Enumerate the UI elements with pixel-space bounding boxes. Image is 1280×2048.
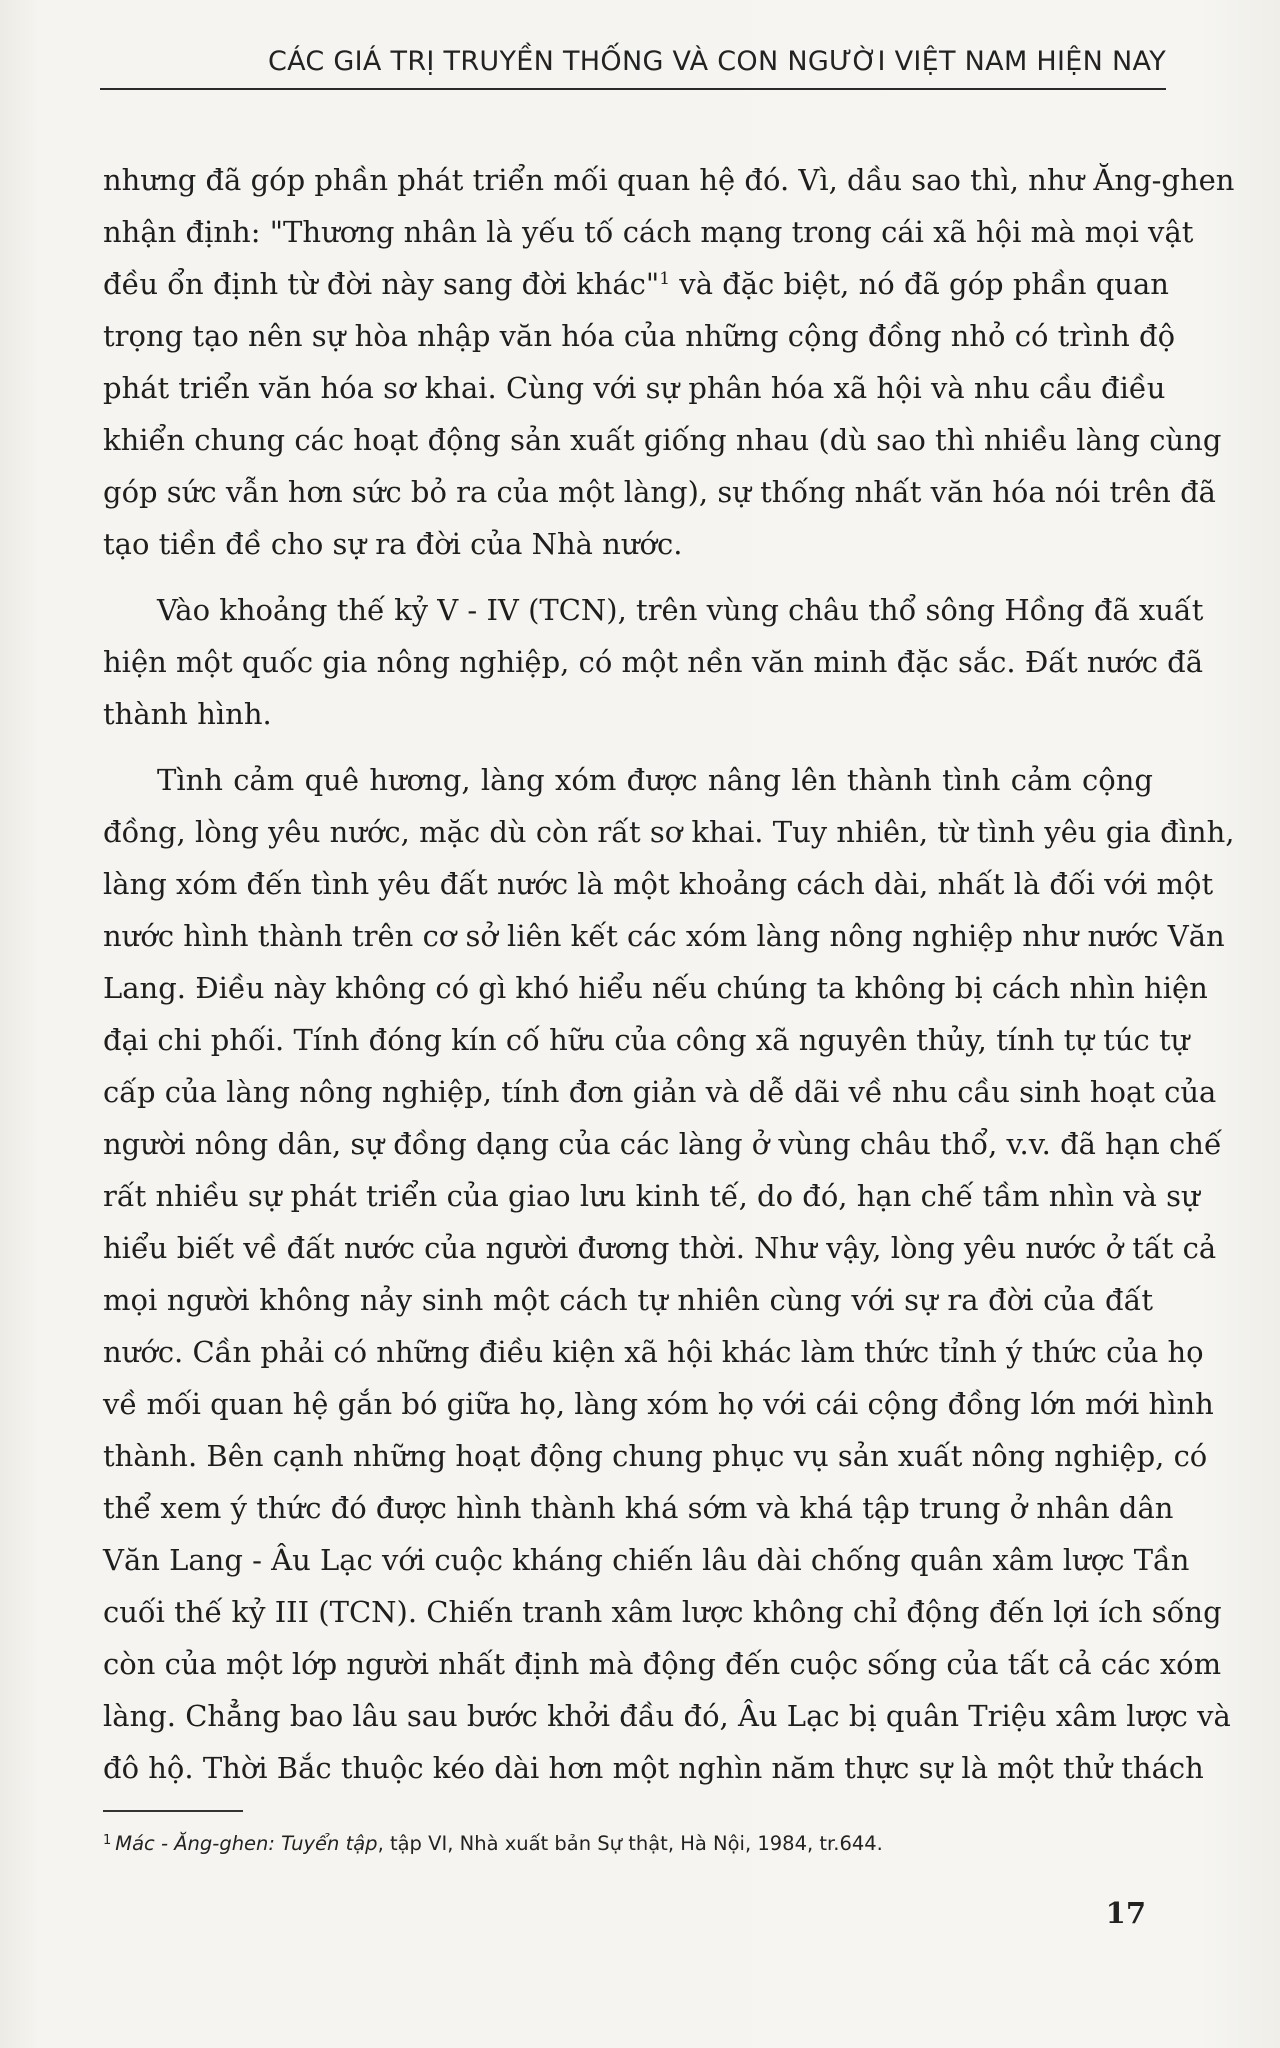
- text-line: còn của một lớp người nhất định mà động đến cuộc sống của tất cả các xóm: [103, 1647, 1222, 1681]
- text-line: nước hình thành trên cơ sở liên kết các xóm làng nông nghiệp như nước Văn: [103, 919, 1225, 953]
- text-line: nhưng đã góp phần phát triển mối quan hệ đó. Vì, dầu sao thì, như Ăng-ghen: [103, 163, 1235, 197]
- footnote: [103, 1826, 1163, 1859]
- footnote-reference: 1: [659, 269, 671, 289]
- text-line: nhận định: "Thương nhân là yếu tố cách mạng trong cái xã hội mà mọi vật: [103, 215, 1194, 249]
- text-line: làng xóm đến tình yêu đất nước là một khoảng cách dài, nhất là đối với một: [103, 867, 1214, 901]
- text-line: Vào khoảng thế kỷ V - IV (TCN), trên vùng châu thổ sông Hồng đã xuất: [157, 593, 1204, 627]
- text-fragment: đều ổn định từ đời này sang đời khác": [103, 267, 660, 301]
- text-line: cấp của làng nông nghiệp, tính đơn giản và dễ dãi về nhu cầu sinh hoạt của: [103, 1075, 1217, 1109]
- paragraph-gap: [103, 570, 1153, 584]
- text-line: phát triển văn hóa sơ khai. Cùng với sự phân hóa xã hội và nhu cầu điều: [103, 371, 1166, 405]
- text-line: Lang. Điều này không có gì khó hiểu nếu chúng ta không bị cách nhìn hiện: [103, 971, 1208, 1005]
- text-line: đô hộ. Thời Bắc thuộc kéo dài hơn một nghìn năm thực sự là một thử thách: [103, 1751, 1204, 1785]
- text-line: khiển chung các hoạt động sản xuất giống nhau (dù sao thì nhiều làng cùng: [103, 423, 1222, 457]
- text-line: về mối quan hệ gắn bó giữa họ, làng xóm họ với cái cộng đồng lớn mới hình: [103, 1387, 1214, 1421]
- footnote-source-title: Mác - Ăng-ghen: Tuyển tập: [115, 1832, 378, 1855]
- running-header: [100, 44, 1166, 90]
- text-line-with-footnote-ref: [103, 258, 1169, 310]
- text-line: góp sức vẫn hơn sức bỏ ra của một làng), sự thống nhất văn hóa nói trên đã: [103, 475, 1216, 509]
- text-line: đại chi phối. Tính đóng kín cố hữu của công xã nguyên thủy, tính tự túc tự: [103, 1023, 1190, 1057]
- text-line: hiểu biết về đất nước của người đương thời. Như vậy, lòng yêu nước ở tất cả: [103, 1231, 1217, 1265]
- text-line: rất nhiều sự phát triển của giao lưu kinh tế, do đó, hạn chế tầm nhìn và sự: [103, 1179, 1200, 1213]
- header-rule: [100, 88, 1166, 90]
- text-line: làng. Chẳng bao lâu sau bước khởi đầu đó, Âu Lạc bị quân Triệu xâm lược và: [103, 1699, 1231, 1733]
- text-line: trọng tạo nên sự hòa nhập văn hóa của những cộng đồng nhỏ có trình độ: [103, 319, 1176, 353]
- text-line: người nông dân, sự đồng dạng của các làng ở vùng châu thổ, v.v. đã hạn chế: [103, 1127, 1222, 1161]
- text-line: mọi người không nảy sinh một cách tự nhiên cùng với sự ra đời của đất: [103, 1283, 1153, 1317]
- text-line: đồng, lòng yêu nước, mặc dù còn rất sơ khai. Tuy nhiên, từ tình yêu gia đình,: [103, 815, 1235, 849]
- text-line: Văn Lang - Âu Lạc với cuộc kháng chiến lâu dài chống quân xâm lược Tần: [103, 1543, 1190, 1577]
- text-line: Tình cảm quê hương, làng xóm được nâng lên thành tình cảm cộng: [157, 763, 1153, 797]
- text-line: cuối thế kỷ III (TCN). Chiến tranh xâm lược không chỉ động đến lợi ích sống: [103, 1595, 1222, 1629]
- text-line: thành. Bên cạnh những hoạt động chung phục vụ sản xuất nông nghiệp, có: [103, 1439, 1208, 1473]
- text-line: nước. Cần phải có những điều kiện xã hội khác làm thức tỉnh ý thức của họ: [103, 1335, 1204, 1369]
- body-text: [103, 154, 1235, 1794]
- page-number: 17: [1105, 1896, 1146, 1930]
- running-header-title: CÁC GIÁ TRỊ TRUYỀN THỐNG VÀ CON NGƯỜI VIỆT NAM HIỆN NAY: [267, 46, 1166, 77]
- footnote-source-details: , tập VI, Nhà xuất bản Sự thật, Hà Nội, 1984, tr.644.: [377, 1832, 883, 1855]
- text-line: thể xem ý thức đó được hình thành khá sớm và khá tập trung ở nhân dân: [103, 1491, 1174, 1525]
- text-line: tạo tiền đề cho sự ra đời của Nhà nước.: [103, 527, 683, 561]
- text-line: thành hình.: [103, 697, 272, 731]
- footnote-rule: [103, 1810, 243, 1812]
- paragraph-gap: [103, 740, 1153, 754]
- text-line: hiện một quốc gia nông nghiệp, có một nền văn minh đặc sắc. Đất nước đã: [103, 645, 1204, 679]
- footnote-number: 1: [103, 1833, 112, 1848]
- text-fragment: và đặc biệt, nó đã góp phần quan: [670, 267, 1169, 301]
